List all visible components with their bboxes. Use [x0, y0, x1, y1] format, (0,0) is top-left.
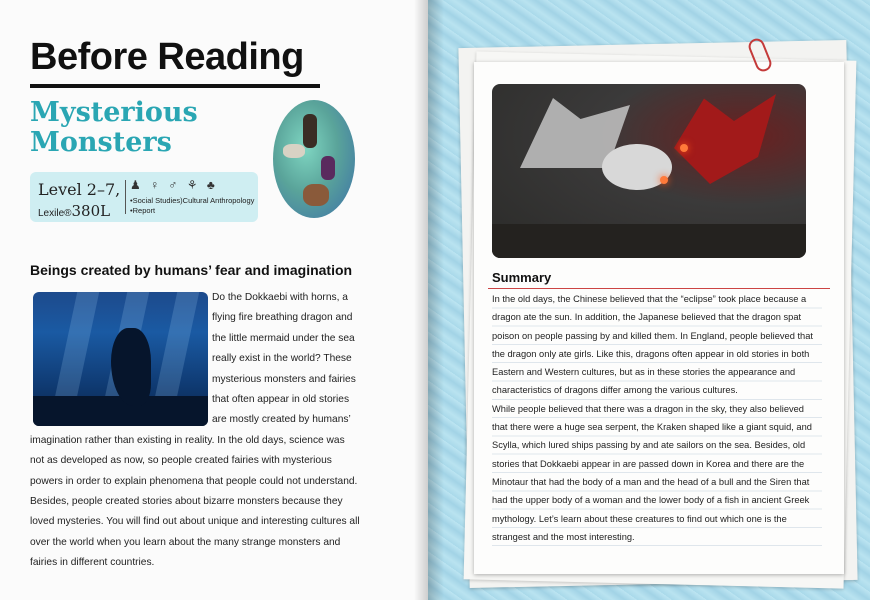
- rocky-ground: [492, 224, 806, 258]
- page-title: Before Reading: [30, 36, 304, 78]
- book-spine-shadow: [414, 0, 428, 600]
- glowing-eye: [680, 144, 688, 152]
- summary-underline: [488, 288, 830, 289]
- summary-text-block: [492, 290, 822, 546]
- image-wrap-space: [30, 288, 212, 430]
- category-icons: ♟ ♀ ♂ ⚘ ♣: [130, 178, 218, 192]
- book-spine-shadow: [428, 0, 444, 600]
- lexile-value: 380L: [71, 202, 111, 220]
- figure-shape: [303, 114, 317, 148]
- figure-shape: [321, 156, 335, 180]
- glowing-eye: [660, 176, 668, 184]
- lexile-label: [38, 202, 110, 220]
- section-heading: Beings created by humans’ fear and imagination: [30, 262, 353, 278]
- level-divider: [125, 180, 126, 214]
- left-page: [0, 0, 428, 600]
- intro-paragraph: Do the Dokkaebi with horns, a flying fire breathing dragon and the little mermaid under the sea really exist in the world? These mysterious monsters and fairies that often appear in old stories are mostly created by humans’ imagination rather than existing in reality. In the old days, science was not as developed as now, so people created fairies with mysterious powers in order to explain phenomena that people could not understand. Besides, people created stories about bizarre monsters because they loved mysteries. You will find out about unique and interesting cultures all over the world when you learn about the many strange monsters and fairies in different countries.: [30, 292, 360, 569]
- level-info-box: [30, 172, 258, 222]
- characters-illustration: [273, 100, 355, 218]
- summary-paragraph-1: In the old days, the Chinese believed that the “eclipse” took place because a dragon ate the sun. In addition, the Japanese believed that the dragon spat poison on people passing by and killed them. In England, people believed that the dragon only ate girls. Like this, dragons often appear in old stories in both Eastern and Western cultures, but as in these stories the appearance and characteristics of dragons differ among the various cultures.: [492, 294, 813, 396]
- summary-paragraph-2: While people believed that there was a dragon in the sky, they also believed that there were a huge sea serpent, the Kraken shaped like a giant squid, and Scylla, which lured ships passing by and ate sailors on the sea. Besides, old stories that Dokkaebi appear in are passed down in Korea and there are the Minotaur that had the body of a man and the head of a bull and the Siren that had the upper body of a woman and the lower body of a fish in ancient Greek mythology. Let’s learn about these creatures to find out which one is the strangest and the most interesting.: [492, 403, 812, 542]
- tag-format: •Report: [130, 206, 156, 215]
- summary-paper: [474, 62, 844, 574]
- story-title: Mysterious Monsters: [30, 97, 198, 158]
- title-underline: [30, 84, 320, 88]
- genre-tags: [130, 196, 254, 216]
- summary-heading: Summary: [492, 270, 552, 285]
- figure-shape: [303, 184, 329, 206]
- tag-subject: •Social Studies)Cultural Anthropology: [130, 196, 255, 205]
- dragon-battle-image: [492, 84, 806, 258]
- red-dragon: [662, 94, 782, 184]
- figure-shape: [283, 144, 305, 158]
- lexile-prefix: Lexile®: [38, 208, 72, 219]
- right-page: [428, 0, 870, 600]
- intro-text-block: [30, 288, 360, 574]
- level-label: Level 2–7,: [38, 180, 121, 199]
